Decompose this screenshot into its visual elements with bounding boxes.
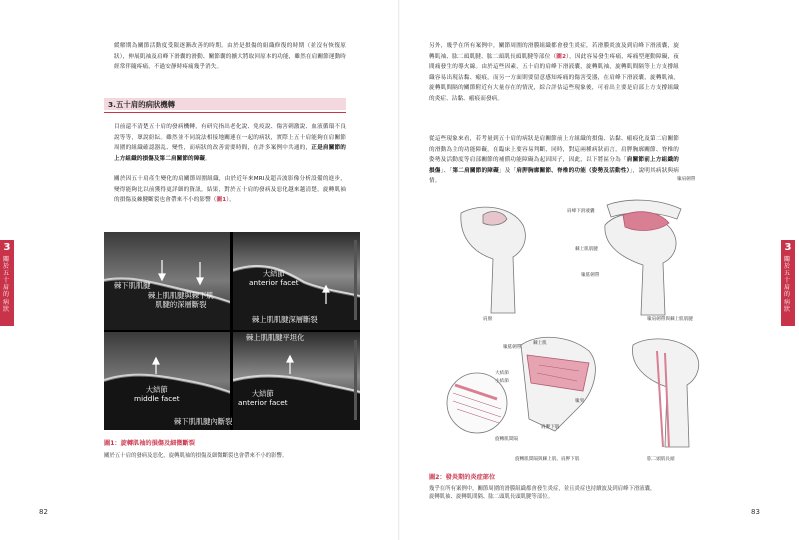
figure-1-caption-title: 圖1：旋轉肌袖的損傷及細微斷裂 — [104, 440, 195, 447]
label-coracohumeral-2: 喙肱韌帶 — [503, 345, 522, 350]
us-label-deep-tear: 棘上肌肌腱與棘下肌 肌腱的深層斷裂 — [148, 291, 214, 309]
body-text: ），因此容易發生疼痛，疼痛型運動障礙，夜間痛發生的導火線。由於這些因素，五十肩的肩峰下滑液囊，旋轉肌袖，旋轉肌間隔等上方支撐組織容易出現沾黏、瘢痕，而另一方面則要留意感知疼痛的傷害受器，在肩峰下滑液囊，旋轉肌袖，旋轉肌間隔的關節附近有大量存在的情況，綜合評估這些現象後，可看出主要是肩部上方支撐組織的炎症、沾黏、瘢痕而發病。 — [429, 53, 679, 102]
body-paragraph-1 — [114, 122, 346, 164]
label-coracohumeral-ligament: 喙肱韌帶 — [581, 273, 600, 278]
label-coracoacromial-ligament: 喙肩韌帶 — [677, 177, 696, 182]
caption-shoulder: 肩膀 — [483, 317, 493, 322]
figure-1-caption-text: 關於五十肩的發病及惡化，旋轉肌袖的損傷及細微斷裂也會帶來不小的影響。 — [104, 453, 288, 459]
intro-paragraph: 緩解期為關節活動度受限逐漸改善的時期。由於是損傷的組織修復的時期（並沒有恢復原狀），伸展肌袖及肩峰下滑囊的滑動、關節囊的擴大將取回原本的功能，雖然在肩關節運動時經常伴隨疼痛，不過安靜時疼痛幾乎消失。 — [114, 43, 346, 71]
label-rotator-interval: 旋轉肌間隔 — [495, 437, 518, 442]
chapter-title: 關於五十肩的病狀 — [784, 256, 791, 313]
us-label-infraspinatus: 棘下肌肌腱 — [114, 281, 151, 290]
figure-2-caption-line-1: 幾乎在所有案例中，關節周圍的滑膜組織都會發生炎症，並且炎症也持續波及到肩峰下滑液囊， — [429, 486, 656, 492]
us-label-greater-tuberosity-anterior: 大結節 anterior facet — [249, 269, 299, 287]
ultrasound-figure — [104, 232, 360, 430]
chapter-number: 3 — [784, 242, 792, 253]
figure-reference[interactable]: 圖1 — [216, 197, 227, 204]
us-label-supraspinatus-deep-tear: 棘上肌肌腱深層斷裂 — [252, 315, 318, 324]
section-header — [104, 98, 346, 110]
label-lesser-tubercle: 小結節 — [495, 379, 509, 384]
us-label-greater-tuberosity-anterior-2: 大結節 anterior facet — [238, 389, 288, 407]
page-number-left: 82 — [39, 508, 48, 516]
label-supraspinatus-tendon: 棘上肌肌腱 — [575, 247, 598, 252]
label-greater-tubercle: 大結節 — [495, 371, 509, 376]
us-label-greater-tuberosity-middle: 大結節 middle facet — [134, 385, 180, 403]
figure-reference[interactable]: 圖2 — [556, 53, 567, 60]
chapter-title: 關於五十肩的病狀 — [3, 256, 10, 313]
biceps-illustration — [632, 339, 698, 447]
body-paragraph-2 — [114, 174, 346, 206]
shoulder-bone-left — [461, 207, 526, 313]
emphasis-text: 正是肩關節的上方組織的損傷及第二肩關節的障礙 — [114, 145, 346, 162]
body-text: 從這些現象來看，若考量到五十肩的病狀是肩關節前上方組織的損傷、沾黏、瘢痕化及第二肩關節的滑動為主的功能障礙，在臨床上要容易判斷，同時，對這兩種病狀而言，肩胛胸廓關節、脊椎的姿勢及活動度等肩部關節的補償功能障礙為起因因子，因此，以下將區分為「 — [429, 136, 679, 164]
right-paragraph-2 — [429, 134, 679, 187]
body-text: 」，說明其病狀與病情。 — [429, 167, 679, 185]
section-underline — [104, 112, 346, 113]
section-title: 3.五十肩的病狀機轉 — [108, 100, 176, 109]
body-text: ）。 — [226, 197, 235, 204]
body-text: 」、「 — [440, 167, 453, 174]
chapter-tab-right[interactable] — [781, 240, 795, 326]
body-text: 關於因五十肩產生變化的肩關節周圍組織，由於近年來MRI及超音波影像分析設備的進步，變得能夠比以前獲得更詳細的資訊，結果，對於五十肩的發病及惡化越來越清楚，旋轉肌袖的損傷及棘腱斷裂也會帶來不小的影響（ — [114, 176, 346, 204]
emphasis-text: 肩關節前上方組織的損傷 — [429, 157, 679, 174]
caption-ligament-tendon: 喙肩韌帶與棘上肌肌腱 — [647, 317, 693, 322]
emphasis-text: 肩胛胸廓關節、脊椎的功能（姿勢及活動性） — [516, 167, 630, 174]
us-label-infraspinatus-tear: 棘下肌肌腱內斷裂 — [174, 417, 233, 426]
label-subacromial-bursa: 肩峰下滑液囊 — [567, 209, 595, 214]
right-paragraph-1 — [429, 41, 679, 105]
caption-rotator-interval: 旋轉肌間隔與棘上肌、肩胛下肌 — [515, 457, 580, 462]
label-coracoid: 喙突 — [575, 399, 585, 404]
shoulder-muscles-illustration — [521, 337, 595, 431]
figure-2-caption-line-2: 旋轉肌袖、旋轉肌間隔、肱二頭肌長頭肌腱等部位。 — [429, 494, 553, 500]
caption-biceps-long-head: 肱二頭肌長頭 — [647, 457, 675, 462]
body-text: 目前還不清楚五十肩的發病機轉，有研究指出老化說、免疫說、傷害刺激說、血液循環不良說等等，眾說紛紜。雖然並不同說法相接地關連在一起的病狀，實際上五十肩能夠在肩關節周圍的組織確認器乱、變性，而病狀的改善需要時間，在許多案例中共通的， — [114, 124, 346, 152]
chapter-number: 3 — [3, 242, 11, 253]
label-supraspinatus-muscle: 棘上肌 — [533, 341, 547, 346]
right-page — [399, 0, 799, 540]
body-text: 另外，幾乎在所有案例中，關節周圍的滑膜組織都會發生炎症，若滑膜炎波及到肩峰下滑液囊，旋轉肌袖、肱二頭肌腱、肱二頭肌長頭肌腱等部位（ — [429, 43, 679, 60]
chapter-tab-left[interactable] — [0, 240, 14, 326]
figure-2-caption-title: 圖2：發炎期的炎症部位 — [429, 474, 496, 481]
shoulder-bone-right — [605, 200, 681, 315]
left-page — [0, 0, 399, 540]
emphasis-text: 第二肩關節的障礙 — [452, 167, 499, 174]
us-label-supraspinatus-flattening: 棘上肌肌腱平坦化 — [246, 333, 305, 342]
body-text: 」及「 — [498, 167, 517, 174]
body-text: 。 — [205, 155, 211, 162]
anatomy-illustrations — [419, 195, 719, 465]
page-number-right: 83 — [751, 508, 760, 516]
label-subscapularis: 肩胛下肌 — [541, 425, 560, 430]
